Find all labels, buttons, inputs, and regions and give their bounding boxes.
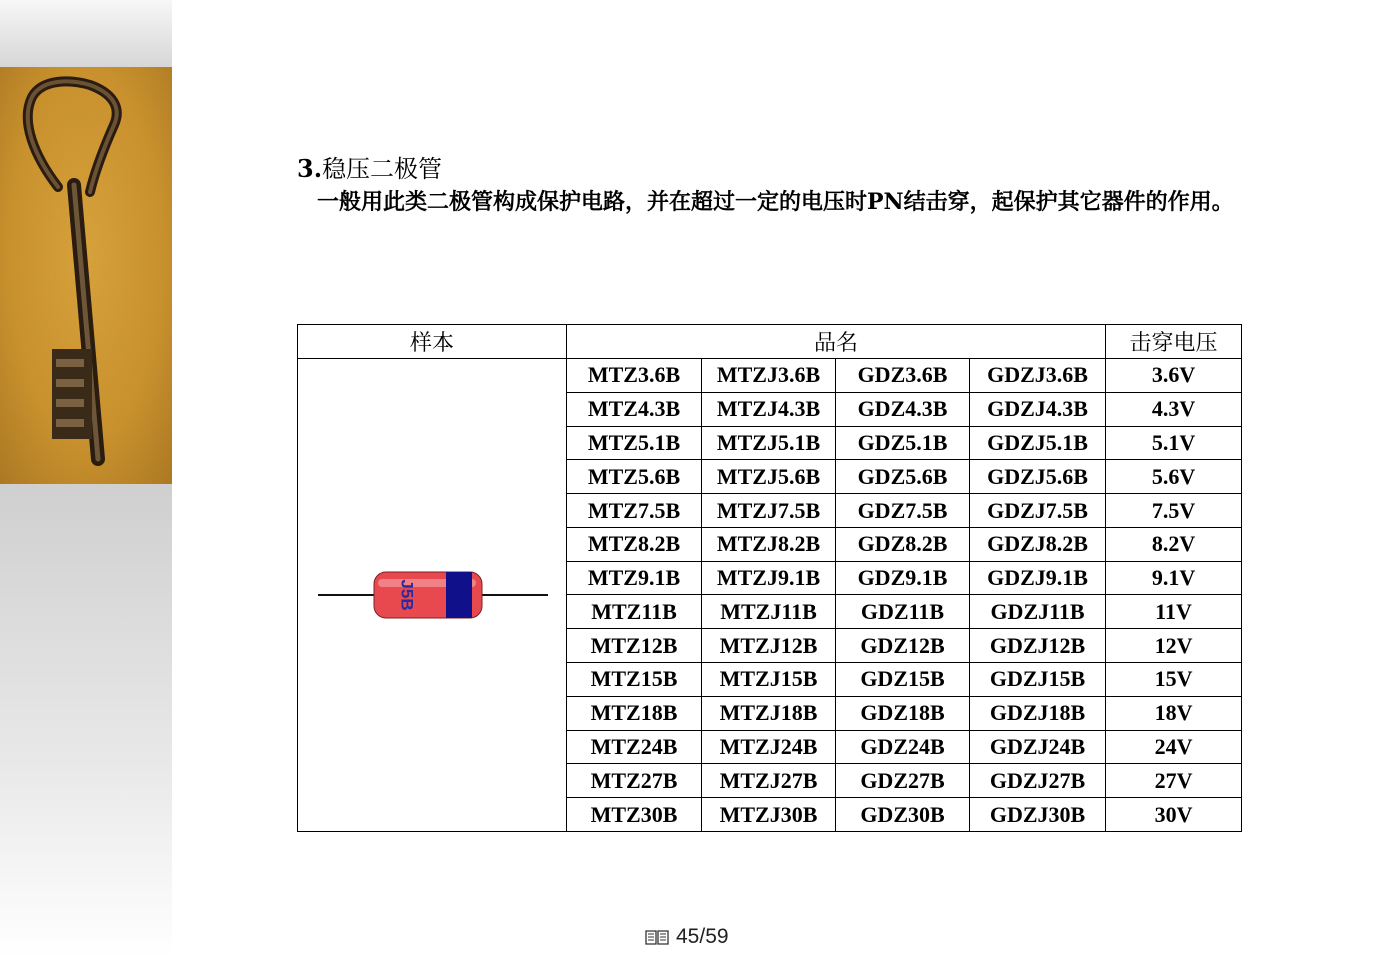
model-cell-mtzj: MTZJ4.3B: [702, 392, 836, 426]
model-cell-mtz: MTZ30B: [567, 798, 702, 832]
model-cell-gdzj: GDZJ27B: [970, 764, 1106, 798]
model-cell-gdzj: GDZJ3.6B: [970, 359, 1106, 393]
model-cell-mtz: MTZ9.1B: [567, 561, 702, 595]
model-cell-mtz: MTZ15B: [567, 663, 702, 697]
model-cell-mtz: MTZ8.2B: [567, 527, 702, 561]
key-bit: [52, 349, 92, 439]
model-cell-mtz: MTZ4.3B: [567, 392, 702, 426]
model-cell-gdzj: GDZJ4.3B: [970, 392, 1106, 426]
model-cell-mtz: MTZ5.6B: [567, 460, 702, 494]
model-cell-gdz: GDZ4.3B: [836, 392, 970, 426]
voltage-cell: 5.6V: [1106, 460, 1242, 494]
model-cell-mtz: MTZ18B: [567, 696, 702, 730]
model-cell-gdz: GDZ5.6B: [836, 460, 970, 494]
model-cell-mtzj: MTZJ7.5B: [702, 494, 836, 528]
voltage-cell: 11V: [1106, 595, 1242, 629]
model-cell-gdz: GDZ12B: [836, 629, 970, 663]
model-cell-mtzj: MTZJ5.1B: [702, 426, 836, 460]
section-number: 3.: [297, 154, 323, 183]
header-model: 品名: [567, 325, 1106, 359]
model-cell-gdz: GDZ27B: [836, 764, 970, 798]
table-row: [298, 359, 1242, 393]
model-cell-mtzj: MTZJ18B: [702, 696, 836, 730]
model-cell-gdzj: GDZJ15B: [970, 663, 1106, 697]
model-cell-mtz: MTZ3.6B: [567, 359, 702, 393]
voltage-cell: 3.6V: [1106, 359, 1242, 393]
model-cell-gdzj: GDZJ5.6B: [970, 460, 1106, 494]
section-heading: [297, 152, 442, 186]
model-cell-gdzj: GDZJ9.1B: [970, 561, 1106, 595]
diode-marking: J5B: [397, 579, 417, 611]
voltage-cell: 27V: [1106, 764, 1242, 798]
voltage-cell: 15V: [1106, 663, 1242, 697]
model-cell-mtzj: MTZJ8.2B: [702, 527, 836, 561]
model-cell-mtz: MTZ5.1B: [567, 426, 702, 460]
model-cell-gdzj: GDZJ11B: [970, 595, 1106, 629]
model-cell-mtz: MTZ7.5B: [567, 494, 702, 528]
table-header-row: [298, 325, 1242, 359]
model-cell-mtzj: MTZJ12B: [702, 629, 836, 663]
key-photo-image: [0, 67, 172, 484]
zener-diode-table: [297, 324, 1242, 832]
model-cell-gdz: GDZ7.5B: [836, 494, 970, 528]
model-cell-gdzj: GDZJ30B: [970, 798, 1106, 832]
sample-image-cell: [298, 359, 567, 832]
voltage-cell: 5.1V: [1106, 426, 1242, 460]
model-cell-mtz: MTZ11B: [567, 595, 702, 629]
model-cell-gdzj: GDZJ24B: [970, 730, 1106, 764]
model-cell-gdz: GDZ18B: [836, 696, 970, 730]
table-body: [298, 359, 1242, 832]
section-title: 稳压二极管: [322, 155, 443, 183]
voltage-cell: 4.3V: [1106, 392, 1242, 426]
section-description: 一般用此类二极管构成保护电路，并在超过一定的电压时PN结击穿，起保护其它器件的作用。: [317, 189, 1234, 215]
model-cell-gdz: GDZ8.2B: [836, 527, 970, 561]
model-cell-gdz: GDZ3.6B: [836, 359, 970, 393]
zener-diode-image: [312, 565, 552, 625]
model-cell-mtzj: MTZJ9.1B: [702, 561, 836, 595]
sidebar-decoration: [0, 0, 172, 958]
page-indicator: 45/59: [676, 925, 729, 948]
model-cell-gdz: GDZ15B: [836, 663, 970, 697]
model-cell-mtzj: MTZJ30B: [702, 798, 836, 832]
model-cell-mtzj: MTZJ15B: [702, 663, 836, 697]
voltage-cell: 30V: [1106, 798, 1242, 832]
model-cell-mtzj: MTZJ24B: [702, 730, 836, 764]
model-cell-gdz: GDZ9.1B: [836, 561, 970, 595]
model-cell-mtz: MTZ27B: [567, 764, 702, 798]
model-cell-mtz: MTZ12B: [567, 629, 702, 663]
model-cell-gdz: GDZ5.1B: [836, 426, 970, 460]
voltage-cell: 7.5V: [1106, 494, 1242, 528]
voltage-cell: 18V: [1106, 696, 1242, 730]
model-cell-mtzj: MTZJ5.6B: [702, 460, 836, 494]
voltage-cell: 24V: [1106, 730, 1242, 764]
header-breakdown-voltage: 击穿电压: [1106, 325, 1242, 359]
voltage-cell: 12V: [1106, 629, 1242, 663]
header-sample: 样本: [298, 325, 567, 359]
model-cell-mtzj: MTZJ11B: [702, 595, 836, 629]
model-cell-gdzj: GDZJ18B: [970, 696, 1106, 730]
page-footer: [645, 925, 729, 949]
model-cell-gdz: GDZ30B: [836, 798, 970, 832]
model-cell-mtzj: MTZJ27B: [702, 764, 836, 798]
voltage-cell: 8.2V: [1106, 527, 1242, 561]
model-cell-gdzj: GDZJ7.5B: [970, 494, 1106, 528]
model-cell-gdzj: GDZJ5.1B: [970, 426, 1106, 460]
model-cell-gdzj: GDZJ8.2B: [970, 527, 1106, 561]
model-cell-gdzj: GDZJ12B: [970, 629, 1106, 663]
model-cell-gdz: GDZ24B: [836, 730, 970, 764]
model-cell-gdz: GDZ11B: [836, 595, 970, 629]
book-icon: [645, 928, 669, 946]
model-cell-mtzj: MTZJ3.6B: [702, 359, 836, 393]
voltage-cell: 9.1V: [1106, 561, 1242, 595]
model-cell-mtz: MTZ24B: [567, 730, 702, 764]
